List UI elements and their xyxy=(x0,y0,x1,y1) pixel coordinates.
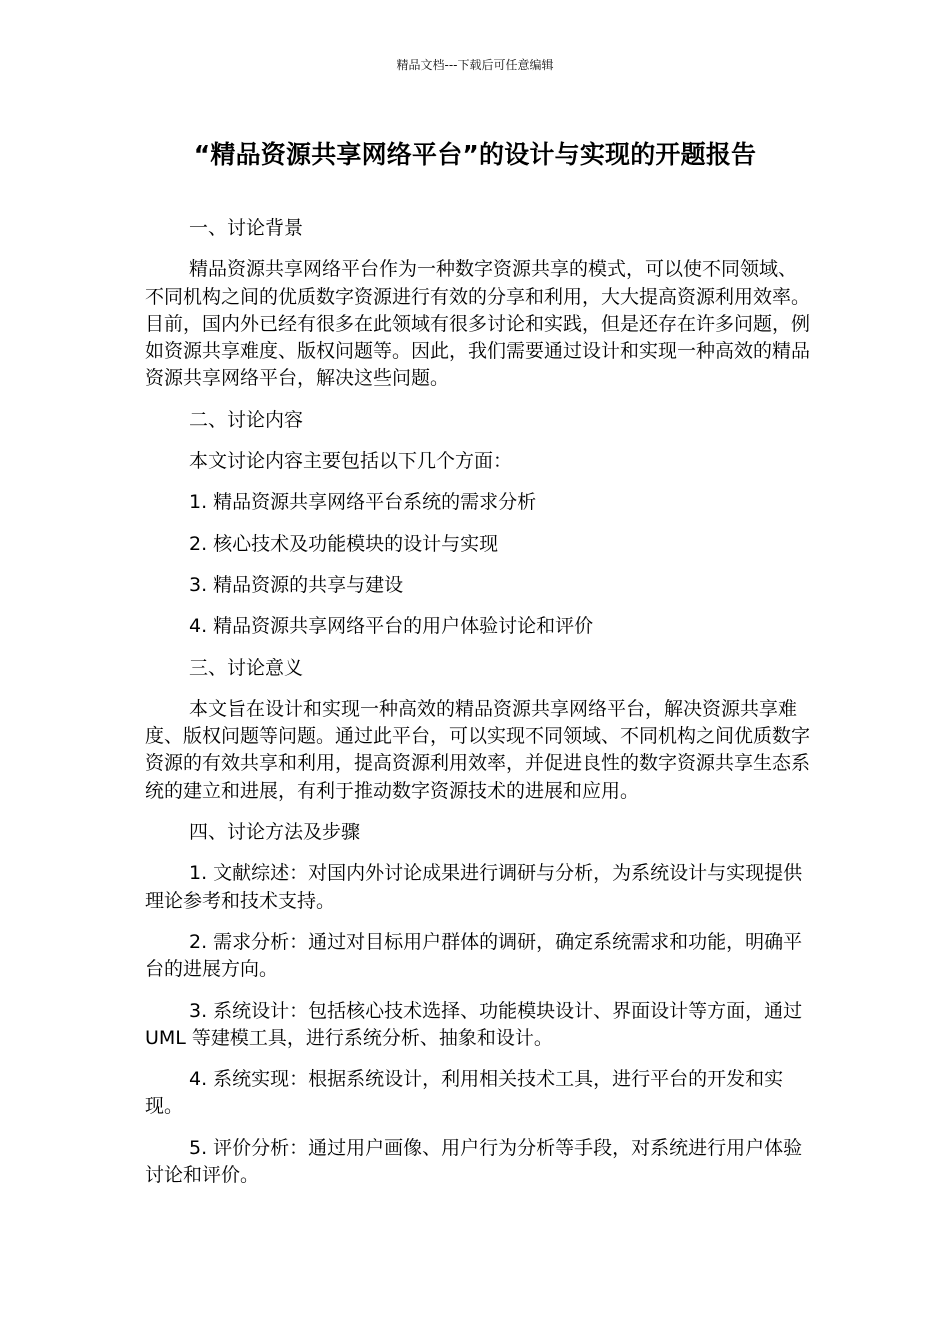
document-title: “精品资源共享网络平台”的设计与实现的开题报告 xyxy=(193,140,757,169)
method-step-5: 5. 评价分析：通过用户画像、用户行为分析等手段，对系统进行用户体验讨论和评价。 xyxy=(145,1136,803,1187)
content-intro: 本文讨论内容主要包括以下几个方面： xyxy=(189,450,513,473)
content-item-3: 3. 精品资源的共享与建设 xyxy=(189,573,404,596)
document-body xyxy=(145,215,810,1189)
page-header: 精品文档---下载后可任意编辑 xyxy=(396,58,554,72)
method-step-4: 4. 系统实现：根据系统设计，利用相关技术工具，进行平台的开发和实现。 xyxy=(145,1068,784,1118)
method-step-3: 3. 系统设计：包括核心技术选择、功能模块设计、界面设计等方面，通过 UML 等建模工具，进行系统分析、抽象和设计。 xyxy=(145,999,803,1049)
method-step-2: 2. 需求分析：通过对目标用户群体的调研，确定系统需求和功能，明确平台的进展方向。 xyxy=(145,930,803,981)
method-step-1: 1. 文献综述：对国内外讨论成果进行调研与分析，为系统设计与实现提供理论参考和技术支持。 xyxy=(145,862,803,912)
section-heading-background: 一、讨论背景 xyxy=(189,217,304,239)
significance-paragraph: 本文旨在设计和实现一种高效的精品资源共享网络平台，解决资源共享难度、版权问题等问题。通过此平台，可以实现不同领域、不同机构之间优质数字资源的有效共享和利用，提高资源利用效率，并促进良性的数字资源共享生态系统的建立和进展，有利于推动数字资源技术的进展和应用。 xyxy=(145,697,811,802)
section-heading-content: 二、讨论内容 xyxy=(189,408,304,431)
content-item-2: 2. 核心技术及功能模块的设计与实现 xyxy=(189,532,499,555)
content-item-4: 4. 精品资源共享网络平台的用户体验讨论和评价 xyxy=(189,615,594,638)
section-heading-significance: 三、讨论意义 xyxy=(189,656,304,679)
background-paragraph: 精品资源共享网络平台作为一种数字资源共享的模式，可以使不同领域、不同机构之间的优质数字资源进行有效的分享和利用，大大提高资源利用效率。目前，国内外已经有很多在此领域有很多讨论和实践，但是还存在许多问题，例如资源共享难度、版权问题等。因此，我们需要通过设计和实现一种高效的精品资源共享网络平台，解决这些问题。 xyxy=(145,258,811,390)
section-heading-methods: 四、讨论方法及步骤 xyxy=(189,821,361,844)
content-item-1: 1. 精品资源共享网络平台系统的需求分析 xyxy=(189,491,537,514)
